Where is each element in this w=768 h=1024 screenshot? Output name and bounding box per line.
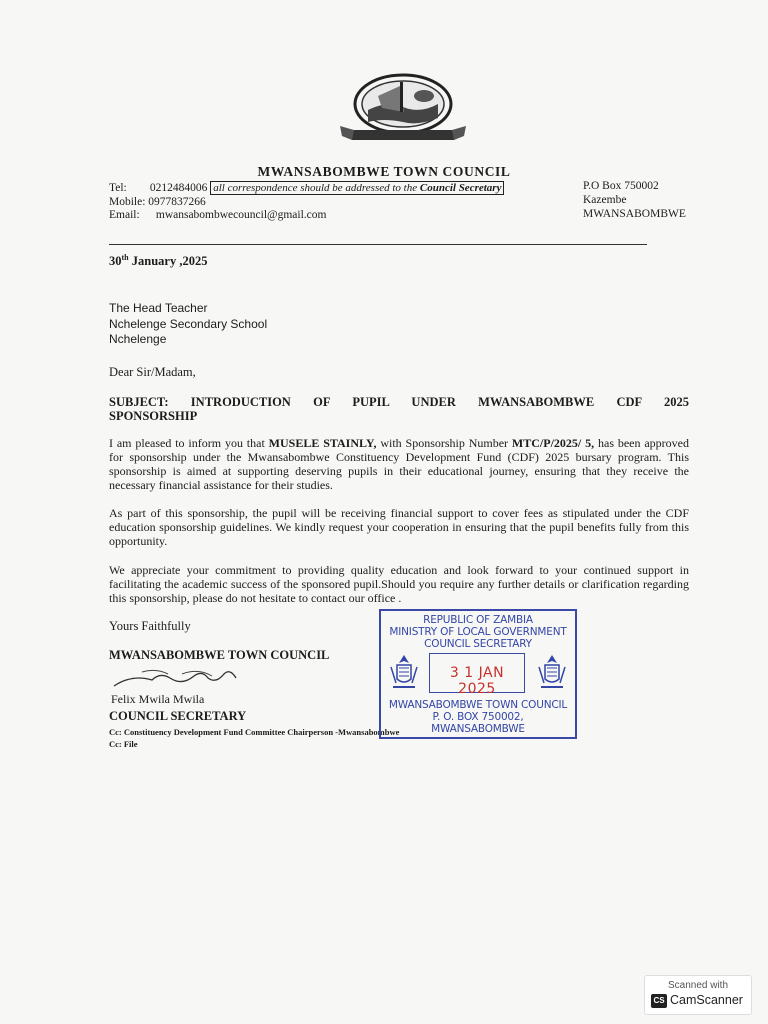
council-secretary-label: Council Secretary [419,182,502,194]
salutation: Dear Sir/Madam, [109,365,196,379]
contact-details [109,182,589,223]
scanned-with-text: Scanned with [667,980,729,991]
email-label: Email: [109,209,140,221]
tel-row [109,182,589,196]
mobile-label: Mobile: [109,195,146,208]
handwritten-signature [112,664,252,692]
paragraph-introduction: I am pleased to inform you that MUSELE STAINLY, with Sponsorship Number MTC/P/2025/ 5, has been approved for sponsorship under the Mwansabombwe Constituency Development Fund (CDF) 2025 bursary program. This sponsorship is aimed at supporting deserving pupils in their educational journey, ensuring that they receive the necessary financial assistance for their studies. [109,436,690,492]
camscanner-badge [644,975,752,1015]
council-emblem-icon [338,72,468,144]
cc-file: Cc: File [109,739,138,749]
email-row [109,209,589,223]
paragraph-support: As part of this sponsorship, the pupil will be receiving financial support to cover fees as stipulated under the CDF education sponsorship guidelines. We kindly request your cooperation in ensuring that the pupil benefits fully from this opportunity. [109,506,689,548]
mobile-value: 0977837266 [148,195,206,208]
stamp-line: REPUBLIC OF ZAMBIA [423,614,533,626]
date-rest: January ,2025 [128,254,208,269]
stamp-line: COUNCIL SECRETARY [424,638,532,650]
district: MWANSABOMBWE [583,208,686,220]
signer-name: Felix Mwila Mwila [111,692,205,706]
stamp-date-box [429,653,525,697]
stamp-line: P. O. BOX 750002, [432,711,524,723]
pupil-name: MUSELE STAINLY, [268,436,377,450]
addressee-line: The Head Teacher [109,301,208,315]
mobile-row [109,196,589,210]
council-name-heading: MWANSABOMBWE TOWN COUNCIL [257,164,511,179]
subject-line-2: SPONSORSHIP [109,409,198,423]
paragraph-appreciation: We appreciate your commitment to providing quality education and look forward to your continued support in facilitating the academic success of the sponsored pupil.Should you require any further details or clarification regarding this sponsorship, please do not hesitate to contact our office . [109,563,689,605]
correspondence-note: all correspondence should be addressed to the Council Secretary [210,181,504,195]
addressee-line: Nchelenge [109,332,167,346]
date-suffix: th [121,253,129,262]
tel-value: 0212484006 [149,182,208,194]
official-stamp [379,609,577,739]
po-box: P.O Box 750002 [583,180,659,192]
town: Kazembe [583,194,627,206]
camscanner-name: CamScanner [670,993,743,1007]
subject-line-1: SUBJECT: INTRODUCTION OF PUPIL UNDER MWANSABOMBWE CDF 2025 [109,395,689,409]
closing-council-name: MWANSABOMBWE TOWN COUNCIL [109,648,330,662]
addressee-line: Nchelenge Secondary School [109,316,268,331]
coat-of-arms-icon [389,653,419,693]
camscanner-logo-icon: CS [651,994,667,1008]
date-day: 30 [109,254,122,269]
postal-address [583,180,713,221]
subject-line [109,395,689,423]
header-divider [109,244,647,245]
stamp-line: MINISTRY OF LOCAL GOVERNMENT [389,626,567,638]
closing: Yours Faithfully [109,619,191,633]
stamp-line: MWANSABOMBWE [431,723,525,735]
stamp-date: 3 1 JAN 2025 [449,665,505,697]
letter-date [109,253,207,269]
cc-chairperson: Cc: Constituency Development Fund Committee Chairperson -Mwansabombwe [109,727,400,737]
addressee-block [109,301,267,348]
coat-of-arms-icon [537,653,567,693]
tel-label: Tel: [109,182,127,194]
stamp-line: MWANSABOMBWE TOWN COUNCIL [388,699,568,711]
sponsorship-number: MTC/P/2025/ 5, [511,436,595,450]
signer-title: COUNCIL SECRETARY [109,709,247,723]
email-value: mwansabombwecouncil@gmail.com [155,209,327,221]
